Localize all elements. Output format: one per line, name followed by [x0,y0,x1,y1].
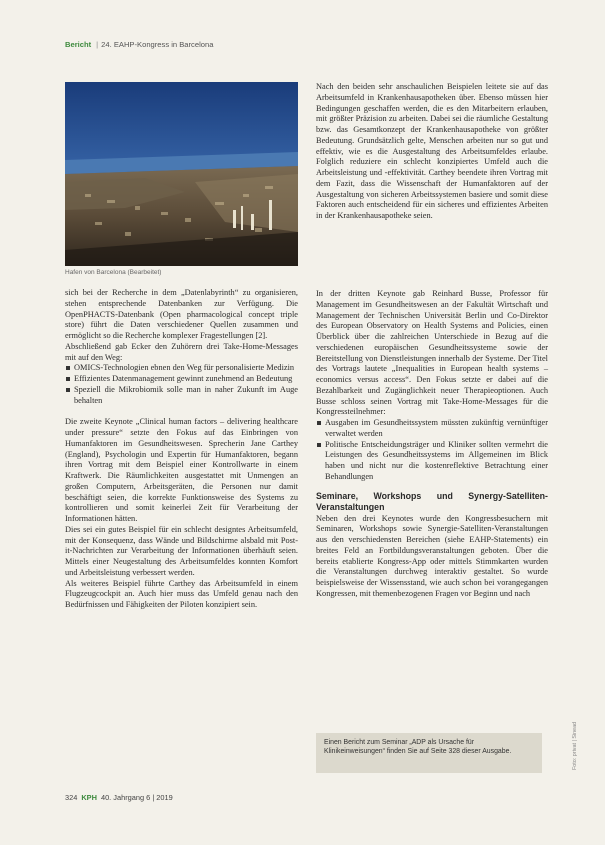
right-column-top [316,82,548,222]
paragraph: Abschließend gab Ecker den Zuhörern drei Take-Home-Messages mit auf den Weg: [65,341,298,362]
harbor-photo-illustration [65,82,298,266]
photo-caption: Hafen von Barcelona (Bearbeitet) [65,269,162,276]
page-number: 324 [65,793,78,802]
issue-info: 40. Jahrgang 6 | 2019 [100,793,173,802]
paragraph: Dies sei ein gutes Beispiel für ein schlecht designtes Arbeitsumfeld, mit der Konsequenz, dass Wände und Bildschirme alsbald mit Post-it-Nachrichten zur Verarbeitung der Informationen überhäuft seien. Mittels einer Neugestaltung des Arbeitsumfeldes konnten Komfort und Arbeitsleistung verbessert werden. [65,524,298,577]
list-item: Speziell die Mikrobiomik solle man in naher Zukunft im Auge behalten [65,385,298,407]
paragraph: In der dritten Keynote gab Reinhard Busse, Professor für Management im Gesundheitswesen an der Fakultät Wirtschaft und Management der Technischen Universität Berlin und Co-Direktor des European Observatory on Health Systems and Policies, einen Überblick über die zahlreichen Unterschiede in Bezug auf die verschiedenen europäischen Gesundheitssysteme sowie der Bereitstellung von Dienstleistungen innerhalb der Systeme. Der Titel des Vortrags lautete „Inequalities in European health systems – economics versus access“. Den Fokus setzte er dabei auf die Bezahlbarkeit und Zugänglichkeit neuer Therapieoptionen. Auch Busse schloss seinen Vortrag mit Take-Home-Messages für die Kongressteilnehmer: [316,289,548,417]
paragraph: Die zweite Keynote „Clinical human factors – delivering healthcare under pressure“ setzte den Fokus auf das Einbringen von Humanfaktoren im Gesundheitswesen. Sprecherin Jane Carthey (England), Psychologin und Expertin für Humanfaktoren, begann ihren Vortrag mit dem Beispiel einer Kontrollwarte in einem Kraftwerk. Die Räumlichkeiten ausgestattet mit Unmengen an großen Computern, Arbeitsgeräten, die Personen nur damit beschäftigt seien, die korrekte Funktionsweise des Systems zu kontrollieren und somit keinerlei Zeit für Verarbeitung der Informationen hätten. [65,417,298,523]
photo-credit: Foto: privat | Sinead [572,721,578,770]
take-home-list [316,418,548,483]
left-column [65,288,298,611]
paragraph: Als weiteres Beispiel führte Carthey das Arbeitsumfeld in einem Flugzeugcockpit an. Auch hier muss das Umfeld genau nach den Bedürfnissen und Fähigkeiten der Piloten konzipiert sein. [65,578,298,609]
paragraph: Nach den beiden sehr anschaulichen Beispielen leitete sie auf das Arbeitsumfeld in Krankenhausapotheken über. Ebenso müssen hier Bedingungen geschaffen werden, die es den Mitarbeitern erlauben, mit größter Präzision zu arbeiten. Dabei sei die räumliche Gestaltung bzw. das Gesamtkonzept der Krankenhausapotheke von größter Bedeutung. Grundsätzlich gelte, Menschen arbeiten nur so gut und effektiv, wie es die Ausgestaltung des Arbeitsumfeldes erlaube. Folglich reduziere ein schlecht konzipiertes Umfeld auch die Arbeitsleistung und -effektivität. Carthey beendete ihren Vortrag mit dem Fazit, dass die Wissenschaft der Humanfaktoren auf der Ausgestaltung von sicheren Arbeitssystemen basiere und somit diese Faktoren auch entscheidend für ein sicheres und effizientes Arbeiten in der Krankenhausapotheke seien. [316,82,548,220]
paragraph: Neben den drei Keynotes wurde den Kongressbesuchern mit Seminaren, Workshops sowie Synergie-Satelliten-Veranstaltungen aus den verschiedensten Bereichen (siehe EAHP-Statements) ein breites Feld an Fortbildungsveranstaltungen geboten. Über die bereits etablierte Kongress-App oder mittels Stimmkarten wurden die Veranstaltungen durchweg interaktiv gestaltet. So wurde beispielsweise der Wissensstand, wie auch schon bei vorangegangen Kongressen, mit themenbezogenen Fragen vor Beginn und nach [316,513,548,598]
paragraph: sich bei der Recherche in dem „Datenlabyrinth“ zu organisieren, stehen entsprechende Datenbanken zur Verfügung. Die OpenPHACTS-Datenbank (Open pharmacological concept triple store) führt die Daten verschiedener Quellen zusammen und ermöglicht so die Recherche komplexer Fragestellungen [2]. [65,288,298,340]
section-heading: Seminare, Workshops und Synergy-Satelliten-Veranstaltungen [316,490,548,512]
header-separator: | [96,40,99,49]
section-kicker: Bericht [65,40,92,49]
harbor-photo [65,82,298,266]
list-item: Ausgaben im Gesundheitssystem müssten zukünftig vernünftiger verwaltet werden [316,418,548,440]
list-item: Effizientes Datenmanagement gewinnt zunehmend an Bedeutung [65,374,298,385]
spacer [65,406,298,417]
right-column [316,289,548,600]
header-title: 24. EAHP-Kongress in Barcelona [101,40,214,49]
take-home-list [65,363,298,406]
cross-reference-box: Einen Bericht zum Seminar „ADP als Ursache für Klinikeinweisungen“ finden Sie auf Seite 328 dieser Ausgabe. [316,733,542,773]
page-header [65,40,213,49]
journal-brand: KPH [81,793,97,802]
list-item: OMICS-Technologien ebnen den Weg für personalisierte Medizin [65,363,298,374]
list-item: Politische Entscheidungsträger und Kliniker sollten vermehrt die Leistungen des Gesundheitssystems im Allgemeinen im Blick haben und nicht nur die kostenreflektive Betrachtung einer Behandlungen [316,440,548,483]
page-footer [65,793,173,802]
